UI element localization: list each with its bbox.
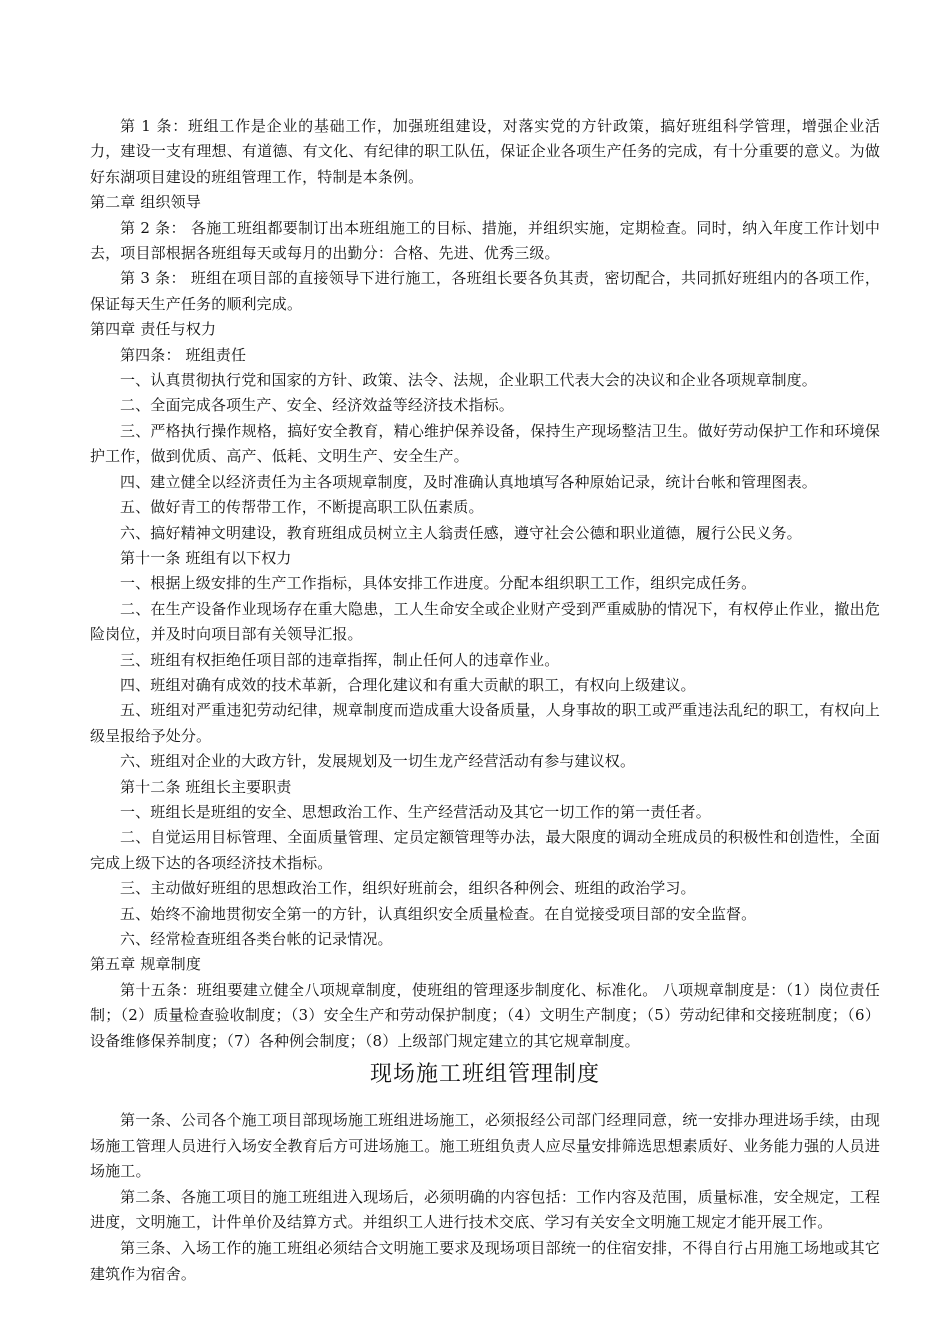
responsibility-item-6: 六、搞好精神文明建设，教育班组成员树立主人翁责任感，遵守社会公德和职业道德，履行公民义务。 bbox=[120, 523, 802, 542]
article-15: 第十五条：班组要建立健全八项规章制度，使班组的管理逐步制度化、标准化。 八项规章制度是：（1）岗位责任制；（2）质量检查验收制度；（3）安全生产和劳动保护制度；（4）文明生产制度；（5）劳动纪律和交接班制度；（6）设备维修保养制度；（7）各种例会制度；（8）上级部门规定建立的其它规章制度。 bbox=[90, 980, 880, 1050]
responsibility-item-1: 一、认真贯彻执行党和国家的方针、政策、法令、法规，企业职工代表大会的决议和企业各项规章制度。 bbox=[120, 371, 817, 390]
title-spacer bbox=[90, 1096, 880, 1108]
article-4-heading: 第四条： 班组责任 bbox=[120, 345, 247, 364]
duty-item-2: 二、自觉运用目标管理、全面质量管理、定员定额管理等办法，最大限度的调动全班成员的积极性和创造性，全面完成上级下达的各项经济技术指标。 bbox=[90, 828, 880, 872]
section-title: 现场施工班组管理制度 bbox=[369, 1062, 600, 1088]
power-item-6: 六、班组对企业的大政方针，发展规划及一切生龙产经营活动有参与建议权。 bbox=[120, 752, 636, 771]
duty-item-1: 一、班组长是班组的安全、思想政治工作、生产经营活动及其它一切工作的第一责任者。 bbox=[120, 802, 711, 821]
article-1: 第 1 条：班组工作是企业的基础工作，加强班组建设，对落实党的方针政策，搞好班组科学管理，增强企业活力，建设一支有理想、有道德、有文化、有纪律的职工队伍，保证企业各项生产任务的完成，有十分重要的意义。为做好东湖项目建设的班组管理工作，特制是本条例。 bbox=[90, 117, 880, 186]
power-item-4: 四、班组对确有成效的技术革新，合理化建议和有重大贡献的职工，有权向上级建议。 bbox=[120, 675, 696, 694]
document-page bbox=[90, 114, 880, 1287]
power-item-3: 三、班组有权拒绝任项目部的违章指挥，制止任何人的违章作业。 bbox=[120, 650, 560, 669]
site-article-3: 第三条、入场工作的施工班组必须结合文明施工要求及现场项目部统一的住宿安排，不得自行占用施工场地或其它建筑作为宿舍。 bbox=[90, 1239, 880, 1283]
responsibility-item-3: 三、严格执行操作规格，搞好安全教育，精心维护保养设备，保持生产现场整洁卫生。做好劳动保护工作和环境保护工作，做到优质、高产、低耗、文明生产、安全生产。 bbox=[90, 421, 880, 466]
chapter-5-heading: 第五章 规章制度 bbox=[90, 955, 201, 974]
responsibility-item-5: 五、做好青工的传帮带工作，不断提高职工队伍素质。 bbox=[120, 498, 484, 517]
chapter-2-heading: 第二章 组织领导 bbox=[90, 193, 201, 212]
responsibility-item-2: 二、全面完成各项生产、安全、经济效益等经济技术指标。 bbox=[120, 396, 514, 415]
power-item-5: 五、班组对严重违犯劳动纪律，规章制度而造成重大设备质量，人身事故的职工或严重违法乱纪的职工，有权向上级呈报给予处分。 bbox=[90, 701, 880, 745]
duty-item-6: 六、经常检查班组各类台帐的记录情况。 bbox=[120, 930, 393, 948]
chapter-4-heading: 第四章 责任与权力 bbox=[90, 320, 217, 339]
duty-item-3: 三、主动做好班组的思想政治工作，组织好班前会，组织各种例会、班组的政治学习。 bbox=[120, 879, 696, 898]
duty-item-5: 五、始终不渝地贯彻安全第一的方针，认真组织安全质量检查。在自觉接受项目部的安全监督。 bbox=[120, 904, 757, 923]
power-item-1: 一、根据上级安排的生产工作指标，具体安排工作进度。分配本组织职工工作，组织完成任务。 bbox=[120, 574, 757, 593]
responsibility-item-4: 四、建立健全以经济责任为主各项规章制度，及时准确认真地填写各种原始记录，统计台帐和管理图表。 bbox=[120, 472, 817, 491]
article-3: 第 3 条： 班组在项目部的直接领导下进行施工，各班组长要各负其责，密切配合，共同抓好班组内的各项工作，保证每天生产任务的顺利完成。 bbox=[90, 269, 880, 313]
site-article-1: 第一条、公司各个施工项目部现场施工班组进场施工，必须报经公司部门经理同意，统一安排办理进场手续，由现场施工管理人员进行入场安全教育后方可进场施工。施工班组负责人应尽量安排筛选思想素质好、业务能力强的人员进场施工。 bbox=[90, 1111, 880, 1181]
site-article-2: 第二条、各施工项目的施工班组进入现场后，必须明确的内容包括：工作内容及范围，质量标准，安全规定，工程进度，文明施工，计件单价及结算方式。并组织工人进行技术交底、学习有关安全文明施工规定才能开展工作。 bbox=[90, 1187, 880, 1232]
article-2: 第 2 条： 各施工班组都要制订出本班组施工的目标、措施，并组织实施，定期检查。同时，纳入年度工作计划中去，项目部根据各班组每天或每月的出勤分：合格、先进、优秀三级。 bbox=[90, 218, 880, 263]
article-11-heading: 第十一条 班组有以下权力 bbox=[120, 548, 292, 567]
site-management-section bbox=[90, 1108, 880, 1287]
article-12-heading: 第十二条 班组长主要职责 bbox=[120, 777, 292, 796]
power-item-2: 二、在生产设备作业现场存在重大隐患，工人生命安全或企业财产受到严重威胁的情况下，有权停止作业，撤出危险岗位，并及时向项目部有关领导汇报。 bbox=[90, 599, 880, 644]
